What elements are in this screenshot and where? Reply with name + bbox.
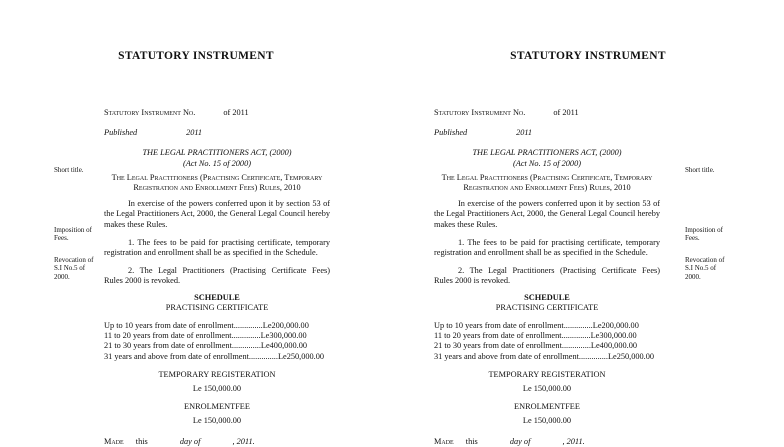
made-word: Made (434, 436, 454, 446)
made-word: Made (104, 436, 124, 446)
clause-2: 2. The Legal Practitioners (Practising Certificate Fees) Rules 2000 is revoked. (434, 266, 660, 286)
made-day-of: day of (179, 436, 201, 446)
temp-registration-heading: TEMPORARY REGISTERATION (158, 369, 276, 379)
si-year: of 2011 (553, 108, 579, 117)
schedule-heading: SCHEDULE (194, 292, 240, 302)
made-this: this (135, 436, 148, 446)
rules-title-line-2: Registration and Enrollment Fees) Rules, 2010 (133, 183, 301, 193)
published-label: Published (434, 128, 468, 138)
temp-registration-heading: TEMPORARY REGISTERATION (488, 369, 606, 379)
margin-note-short-title: Short title. (54, 166, 84, 174)
rules-title-line-2: Registration and Enrollment Fees) Rules, 2010 (463, 183, 631, 193)
margin-note-short-title: Short title. (685, 166, 715, 174)
clause-1: 1. The fees to be paid for practising certificate, temporary registration and enrollment shall be as specified in the Schedule. (434, 237, 660, 258)
made-day-of: day of (509, 436, 531, 446)
enrolment-heading: ENROLMENTFEE (514, 402, 580, 412)
document-body (434, 108, 660, 447)
fee-line: Up to 10 years from date of enrollment..............Le200,000.00 (104, 321, 309, 331)
schedule-subheading: PRACTISING CERTIFICATE (165, 302, 269, 312)
made-this: this (465, 436, 478, 446)
margin-note-imposition: Imposition of Fees. (685, 226, 723, 243)
margin-note-revocation: Revocation of S.I No.5 of 2000. (685, 256, 725, 281)
fee-line: 21 to 30 years from date of enrollment..............Le400,000.00 (434, 341, 637, 351)
document-body (104, 108, 330, 447)
made-line (104, 437, 330, 447)
preamble: In exercise of the powers conferred upon it by section 53 of the Legal Practitioners Act, 2000, the General Legal Council hereby makes these Rules. (434, 199, 661, 229)
preamble: In exercise of the powers conferred upon it by section 53 of the Legal Practitioners Act, 2000, the General Legal Council hereby makes these Rules. (104, 199, 331, 229)
rules-title-line-1: The Legal Practitioners (Practising Certificate, Temporary (441, 172, 653, 182)
fee-line: Up to 10 years from date of enrollment..............Le200,000.00 (434, 321, 639, 331)
page-title: STATUTORY INSTRUMENT (118, 50, 274, 62)
act-title: THE LEGAL PRACTITIONERS ACT, (2000) (142, 148, 292, 158)
published-label: Published (104, 128, 138, 138)
fee-line: 21 to 30 years from date of enrollment..............Le400,000.00 (104, 341, 307, 351)
clause-1: 1. The fees to be paid for practising certificate, temporary registration and enrollment shall be as specified in the Schedule. (104, 237, 330, 258)
page-title: STATUTORY INSTRUMENT (510, 50, 666, 62)
fee-list (104, 321, 330, 362)
fee-line: 31 years and above from date of enrollment..............Le250,000.00 (104, 351, 325, 361)
document-page-left (0, 0, 392, 446)
fee-line: 11 to 20 years from date of enrollment..............Le300,000.00 (434, 331, 637, 341)
published-line (434, 128, 660, 138)
published-year: 2011 (516, 128, 533, 138)
enrolment-heading: ENROLMENTFEE (184, 402, 250, 412)
act-number: (Act No. 15 of 2000) (513, 158, 581, 168)
act-title: THE LEGAL PRACTITIONERS ACT, (2000) (472, 148, 622, 158)
si-number-line (434, 108, 660, 118)
act-number: (Act No. 15 of 2000) (183, 158, 251, 168)
made-year: , 2011. (232, 436, 255, 446)
fee-list (434, 321, 660, 362)
margin-note-revocation: Revocation of S.I No.5 of 2000. (54, 256, 94, 281)
made-year: , 2011. (562, 436, 585, 446)
si-label: Statutory Instrument No. (434, 108, 526, 117)
enrolment-fee: Le 150,000.00 (522, 416, 572, 426)
rules-title-line-1: The Legal Practitioners (Practising Certificate, Temporary (111, 172, 323, 182)
si-label: Statutory Instrument No. (104, 108, 196, 117)
published-year: 2011 (186, 128, 203, 138)
margin-note-imposition: Imposition of Fees. (54, 226, 92, 243)
made-line (434, 437, 660, 447)
si-year: of 2011 (223, 108, 249, 117)
fee-line: 11 to 20 years from date of enrollment..............Le300,000.00 (104, 331, 307, 341)
temp-registration-fee: Le 150,000.00 (522, 384, 572, 394)
temp-registration-fee: Le 150,000.00 (192, 384, 242, 394)
schedule-heading: SCHEDULE (524, 292, 570, 302)
published-line (104, 128, 330, 138)
si-number-line (104, 108, 330, 118)
fee-line: 31 years and above from date of enrollment..............Le250,000.00 (434, 351, 655, 361)
schedule-subheading: PRACTISING CERTIFICATE (495, 302, 599, 312)
enrolment-fee: Le 150,000.00 (192, 416, 242, 426)
clause-2: 2. The Legal Practitioners (Practising Certificate Fees) Rules 2000 is revoked. (104, 266, 330, 286)
document-page-right (392, 0, 784, 446)
